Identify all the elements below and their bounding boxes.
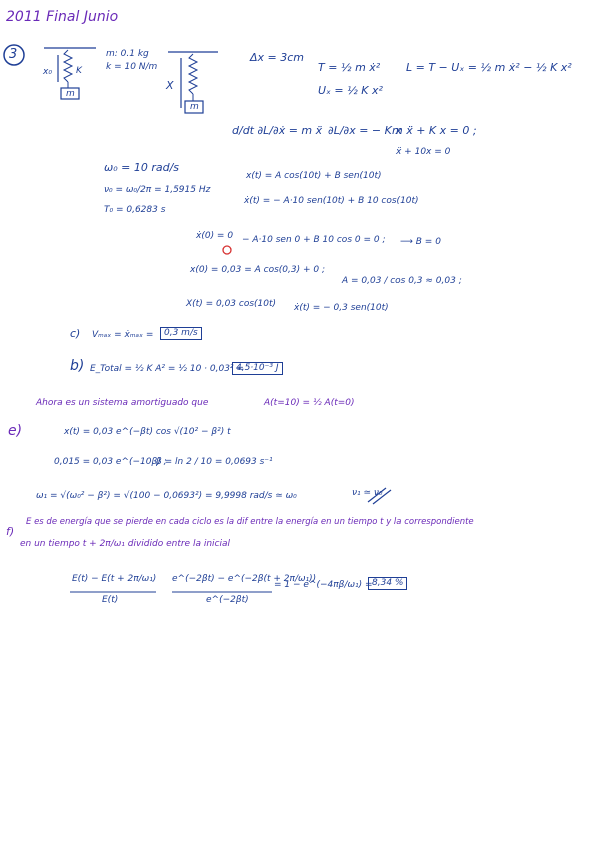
label-X: X (166, 79, 174, 92)
v0-eq: − A·10 sen 0 + B 10 cos 0 = 0 ; (242, 235, 386, 245)
part-f-text-2: en un tiempo t + 2π/ω₁ dividido entre la inicial (20, 539, 231, 549)
kinetic-energy: T = ½ m ẋ² (318, 61, 381, 74)
v0-cond: ẋ(0) = 0 (196, 231, 234, 241)
label-k: K (76, 66, 82, 76)
part-e-w1: ω₁ = √(ω₀² − β²) = √(100 − 0,0693²) = 9,9998 rad/s ≃ ω₀ (36, 491, 297, 501)
damped-cond: A(t=10) = ½ A(t=0) (264, 398, 355, 408)
spring-2 (189, 54, 197, 94)
x0-eq: x(0) = 0,03 = A cos(0,3) + 0 ; (190, 265, 326, 275)
part-c-answer: 0,3 m/s (160, 327, 202, 340)
v-general: ẋ(t) = − A·10 sen(10t) + B 10 cos(10t) (244, 196, 419, 206)
b-zero: ⟶ B = 0 (400, 237, 441, 247)
fraction-numerator: E(t) − E(t + 2π/ω₁) (72, 574, 157, 584)
part-c-expr: Vₘₐₓ = ẋₘₐₓ = (92, 330, 154, 340)
lagrange-eq-2: ∂L/∂x = − K x (328, 124, 402, 137)
omega0: ω₀ = 10 rad/s (104, 161, 180, 174)
part-f-label: f) (6, 525, 15, 538)
mass-label-1: m (66, 89, 75, 99)
part-e-xt: x(t) = 0,03 e^(−βt) cos √(10² − β²) t (64, 427, 231, 437)
lagrangian: L = T − Uₓ = ½ m ẋ² − ½ K x² (406, 61, 572, 74)
part-b-answer: 4,5·10⁻³ J (232, 362, 283, 375)
period0: T₀ = 0,6283 s (104, 205, 166, 215)
part-e-label: e) (8, 423, 23, 439)
part-f-result: = 1 − e^(−4πβ/ω₁) = (274, 580, 373, 590)
x-final: X(t) = 0,03 cos(10t) (186, 299, 277, 309)
part-b-expr: E_Total = ½ K A² = ½ 10 · 0,03² = (90, 364, 244, 374)
label-x0: x₀ (43, 67, 52, 77)
v-final: ẋ(t) = − 0,3 sen(10t) (294, 303, 389, 313)
page-title: 2011 Final Junio (6, 9, 119, 25)
part-e-eq: 0,015 = 0,03 e^(−10β) ; (54, 457, 167, 467)
nu0: ν₀ = ω₀/2π = 1,5915 Hz (104, 185, 211, 195)
part-b-label: b) (70, 358, 85, 374)
given-dx: Δx = 3cm (250, 51, 305, 64)
problem-number: 3 (9, 47, 18, 62)
lagrange-eq-4: ẍ + 10x = 0 (396, 147, 451, 157)
potential-energy: Uₓ = ½ K x² (318, 84, 383, 97)
mass-label-2: m (190, 102, 199, 112)
mid-denominator: e^(−2βt) (206, 595, 249, 605)
lagrange-eq-1: d/dt ∂L/∂ẋ = m ẍ (232, 124, 323, 137)
mid-numerator: e^(−2βt) − e^(−2β(t + 2π/ω₁)) (172, 574, 317, 584)
given-mass: m: 0.1 kg (106, 49, 149, 59)
spring-1 (64, 50, 72, 82)
part-e-beta: β = ln 2 / 10 = 0,0693 s⁻¹ (156, 457, 273, 467)
part-f-text-1: E es de energía que se pierde en cada ciclo es la dif entre la energía en un tiempo t y la correspondiente (26, 517, 474, 527)
fraction-denominator: E(t) (102, 595, 119, 605)
given-k: k = 10 N/m (106, 62, 158, 72)
damped-text: Ahora es un sistema amortiguado que (36, 398, 209, 408)
part-c-label: c) (70, 327, 81, 340)
part-e-nu: ν₁ ≃ ν₀ (352, 488, 383, 498)
amplitude: A = 0,03 / cos 0,3 ≈ 0,03 ; (342, 276, 462, 286)
lagrange-eq-3: m ẍ + K x = 0 ; (392, 124, 477, 137)
red-mark (223, 246, 231, 254)
part-f-answer: 8,34 % (368, 577, 407, 590)
x-general: x(t) = A cos(10t) + B sen(10t) (246, 171, 382, 181)
